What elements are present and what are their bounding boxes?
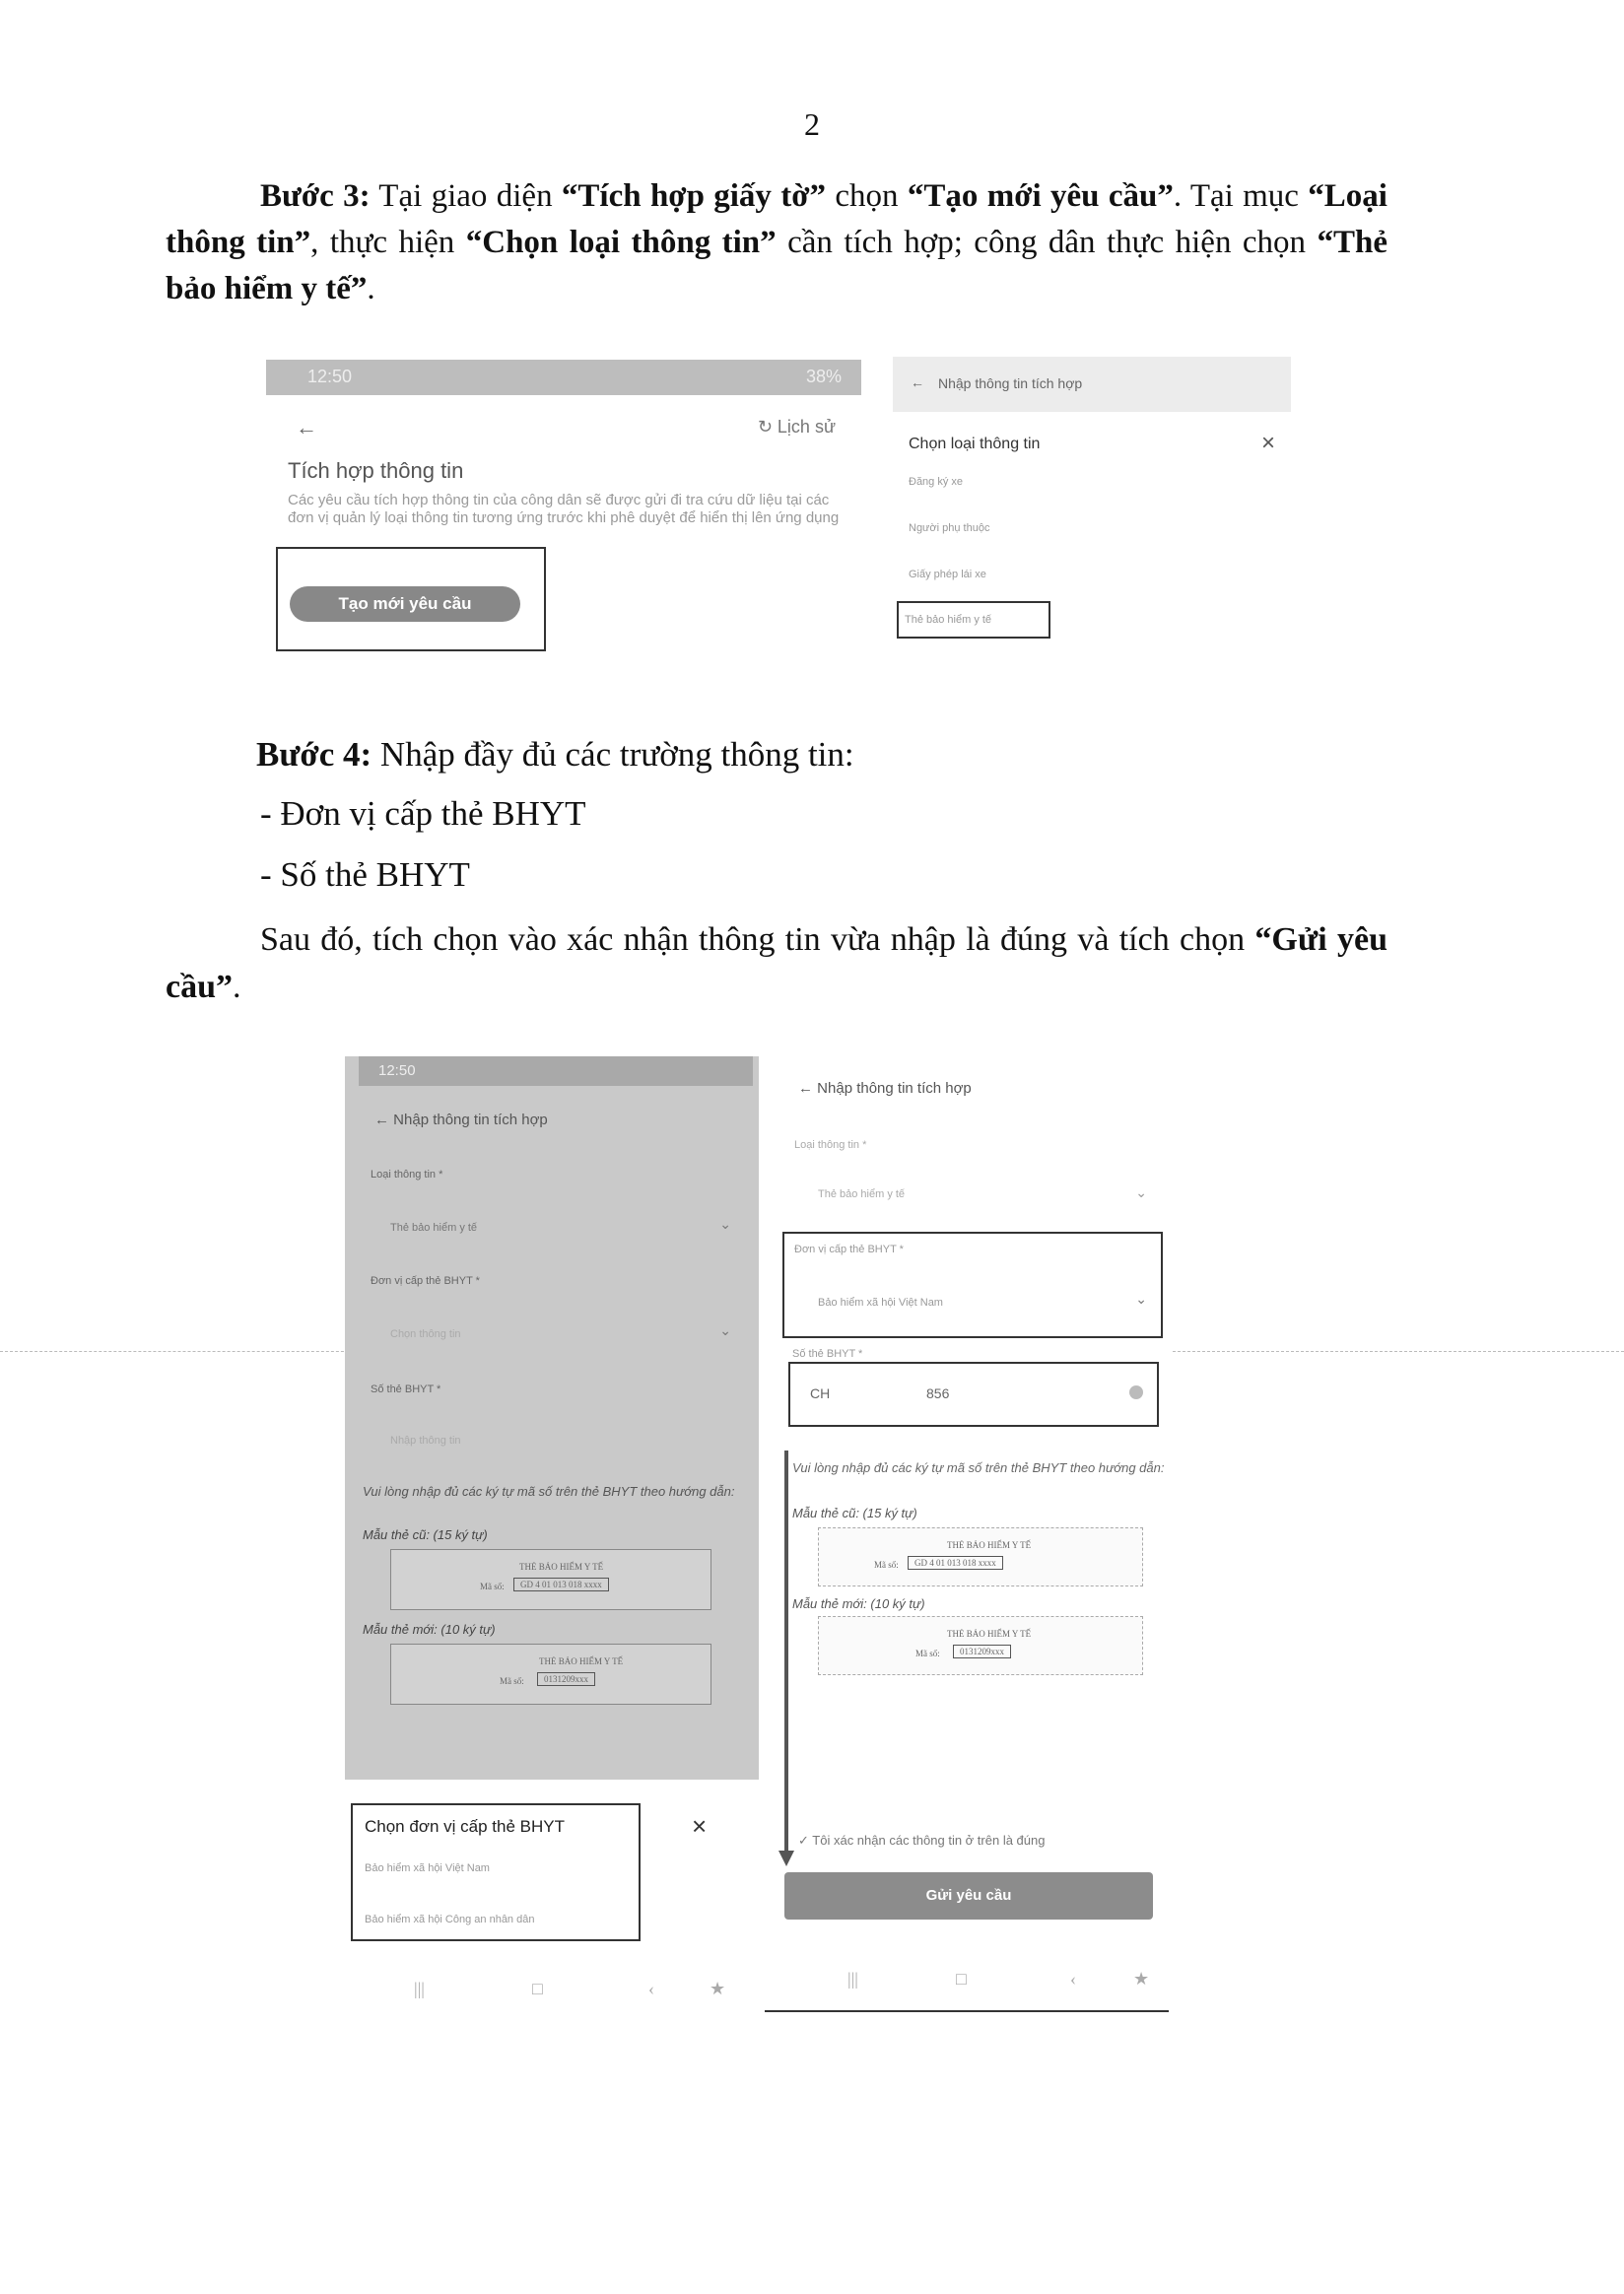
sheet-option[interactable]: Bảo hiểm xã hội Công an nhân dân — [365, 1914, 535, 1925]
type-label: Loại thông tin * — [794, 1139, 867, 1151]
new-card-label: Mẫu thẻ mới: (10 ký tự) — [363, 1622, 496, 1637]
step4-text: Nhập đầy đủ các trường thông tin: — [372, 735, 854, 774]
back-arrow-icon[interactable]: ← — [374, 1112, 389, 1128]
recent-apps-icon[interactable]: ||| — [847, 1969, 858, 1989]
header-title: Nhập thông tin tích hợp — [393, 1112, 548, 1128]
header-title: Nhập thông tin tích hợp — [817, 1080, 972, 1097]
unit-label: Đơn vị cấp thẻ BHYT * — [371, 1275, 480, 1287]
screenshot-form-overlay — [345, 1056, 759, 1943]
back-icon[interactable]: ‹ — [1070, 1969, 1076, 1989]
step3-quote: “Chọn loại thông tin” — [465, 225, 777, 260]
new-card-code: 0131209xxx — [953, 1645, 1011, 1658]
option-health-insurance[interactable]: Thẻ bảo hiểm y tế — [897, 601, 1050, 639]
step4-after-text: Sau đó, tích chọn vào xác nhận thông tin vừa nhập là đúng và tích chọn — [260, 921, 1255, 958]
hint-text: Vui lòng nhập đủ các ký tự mã số trên thẻ BHYT theo hướng dẫn: — [792, 1460, 1165, 1475]
step3-quote: “Loại thông tin” — [166, 178, 1387, 260]
clear-icon[interactable] — [1129, 1385, 1143, 1399]
card-label: Số thẻ BHYT * — [792, 1348, 863, 1360]
unit-placeholder[interactable]: Chọn thông tin — [390, 1328, 461, 1340]
chevron-down-icon[interactable]: ⌄ — [1135, 1291, 1147, 1307]
underline-rule — [765, 2010, 1169, 2012]
step4-item: - Đơn vị cấp thẻ BHYT — [260, 794, 586, 833]
chevron-down-icon[interactable]: ⌄ — [719, 1322, 731, 1338]
screen-title: Tích hợp thông tin — [288, 458, 464, 483]
card-title: THẺ BẢO HIỂM Y TẾ — [947, 1540, 1032, 1550]
step4-after-text: . — [233, 969, 241, 1005]
card-placeholder[interactable]: Nhập thông tin — [390, 1435, 461, 1447]
card-ms: Mã số: — [480, 1582, 505, 1591]
card-title: THẺ BẢO HIỂM Y TẾ — [947, 1629, 1032, 1639]
recent-apps-icon[interactable]: ||| — [414, 1979, 425, 1998]
back-arrow-icon[interactable]: ← — [296, 415, 317, 439]
new-card-label: Mẫu thẻ mới: (10 ký tự) — [792, 1596, 925, 1611]
card-label: Số thẻ BHYT * — [371, 1383, 441, 1395]
check-icon: ✓ — [798, 1833, 809, 1848]
back-arrow-icon[interactable]: ← — [911, 374, 924, 390]
old-card-code: GD 4 01 013 018 xxxx — [513, 1578, 609, 1591]
header-bar — [893, 357, 1291, 412]
step3-text: , thực hiện — [310, 225, 466, 260]
sheet-title: Chọn loại thông tin — [909, 436, 1041, 452]
back-icon[interactable]: ‹ — [648, 1979, 654, 1998]
step3-text: Tại giao diện — [370, 178, 562, 214]
sheet-option[interactable]: Bảo hiểm xã hội Việt Nam — [365, 1862, 490, 1874]
step3-text: . — [367, 271, 375, 306]
card-title: THẺ BẢO HIỂM Y TẾ — [539, 1656, 624, 1666]
step3-quote: “Tạo mới yêu cầu” — [907, 178, 1174, 214]
type-label: Loại thông tin * — [371, 1169, 443, 1181]
chevron-down-icon[interactable]: ⌄ — [719, 1216, 731, 1232]
step3-paragraph — [166, 173, 1387, 312]
home-icon[interactable]: □ — [532, 1979, 543, 1998]
back-arrow-icon[interactable]: ← — [798, 1080, 813, 1097]
type-value[interactable]: Thẻ bảo hiểm y tế — [818, 1188, 906, 1200]
step3-text: . Tại mục — [1173, 178, 1309, 214]
accessibility-icon[interactable]: ★ — [710, 1979, 726, 1998]
page-number: 2 — [804, 106, 820, 142]
history-label: Lịch sử — [777, 417, 836, 437]
status-time: 12:50 — [378, 1062, 416, 1079]
arrow-down-icon — [778, 1851, 794, 1866]
screenshot-form-filled — [778, 1056, 1192, 1933]
hint-text: Vui lòng nhập đủ các ký tự mã số trên thẻ BHYT theo hướng dẫn: — [363, 1484, 735, 1499]
option-license[interactable]: Giấy phép lái xe — [909, 569, 986, 580]
header — [374, 1112, 548, 1128]
type-value[interactable]: Thẻ bảo hiểm y tế — [390, 1222, 478, 1234]
step3-text: chọn — [826, 178, 908, 214]
header-title: Nhập thông tin tích hợp — [938, 375, 1083, 391]
status-bar — [266, 360, 861, 395]
history-link[interactable] — [758, 417, 836, 438]
arrow-line — [784, 1451, 788, 1855]
new-card-sample — [818, 1616, 1143, 1675]
sheet-title: Chọn đơn vị cấp thẻ BHYT — [365, 1817, 565, 1836]
unit-label: Đơn vị cấp thẻ BHYT * — [794, 1244, 904, 1255]
step4-heading — [256, 735, 854, 775]
card-ms: Mã số: — [500, 1676, 524, 1686]
step4-after-quote: “Gửi yêu cầu” — [166, 921, 1388, 1005]
screenshot-select-type — [893, 357, 1297, 652]
card-ms: Mã số: — [874, 1560, 899, 1570]
scan-line — [1173, 1351, 1624, 1352]
option-dependent[interactable]: Người phụ thuộc — [909, 522, 990, 534]
card-value-end[interactable]: 856 — [926, 1385, 950, 1401]
step4-label: Bước 4: — [256, 735, 372, 774]
screenshot-integration — [264, 360, 865, 655]
old-card-code: GD 4 01 013 018 xxxx — [908, 1556, 1003, 1570]
confirm-checkbox[interactable] — [798, 1833, 1045, 1849]
step4-after — [166, 916, 1387, 1011]
old-card-label: Mẫu thẻ cũ: (15 ký tự) — [792, 1506, 917, 1520]
card-ms: Mã số: — [915, 1649, 940, 1658]
status-bar — [359, 1056, 753, 1086]
step3-label: Bước 3: — [260, 178, 371, 214]
close-icon[interactable]: × — [1260, 430, 1275, 456]
accessibility-icon[interactable]: ★ — [1133, 1969, 1150, 1989]
chevron-down-icon[interactable]: ⌄ — [1135, 1184, 1147, 1200]
home-icon[interactable]: □ — [956, 1969, 967, 1989]
battery-level: 38% — [805, 367, 842, 386]
old-card-sample — [390, 1549, 711, 1610]
screen-description: Các yêu cầu tích hợp thông tin của công dân sẽ được gửi đi tra cứu dữ liệu tại các đơn vị quản lý loại thông tin tương ứng trước khi phê duyệt để hiển thị lên ứng dụng — [288, 492, 840, 526]
header — [798, 1080, 972, 1097]
close-icon[interactable]: × — [692, 1811, 708, 1841]
confirm-label: Tôi xác nhận các thông tin ở trên là đúng — [812, 1833, 1046, 1848]
step3-quote: “Thẻ bảo hiểm y tế” — [166, 225, 1387, 306]
new-card-code: 0131209xxx — [537, 1672, 595, 1686]
history-icon: ↻ — [757, 417, 773, 437]
card-value-start[interactable]: CH — [810, 1385, 831, 1401]
step3-quote: “Tích hợp giấy tờ” — [561, 178, 827, 214]
step4-item: - Số thẻ BHYT — [260, 855, 470, 894]
create-request-button[interactable]: Tạo mới yêu cầu — [290, 586, 520, 622]
submit-button[interactable]: Gửi yêu cầu — [784, 1872, 1153, 1920]
status-time: 12:50 — [307, 367, 353, 386]
old-card-sample — [818, 1527, 1143, 1586]
step3-text: cần tích hợp; công dân thực hiện chọn — [776, 225, 1318, 260]
unit-value[interactable]: Bảo hiểm xã hội Việt Nam — [818, 1297, 943, 1309]
old-card-label: Mẫu thẻ cũ: (15 ký tự) — [363, 1527, 488, 1542]
highlight-box-card — [788, 1362, 1159, 1427]
option-vehicle[interactable]: Đăng ký xe — [909, 476, 964, 488]
new-card-sample — [390, 1644, 711, 1705]
card-title: THẺ BẢO HIỂM Y TẾ — [519, 1562, 604, 1572]
